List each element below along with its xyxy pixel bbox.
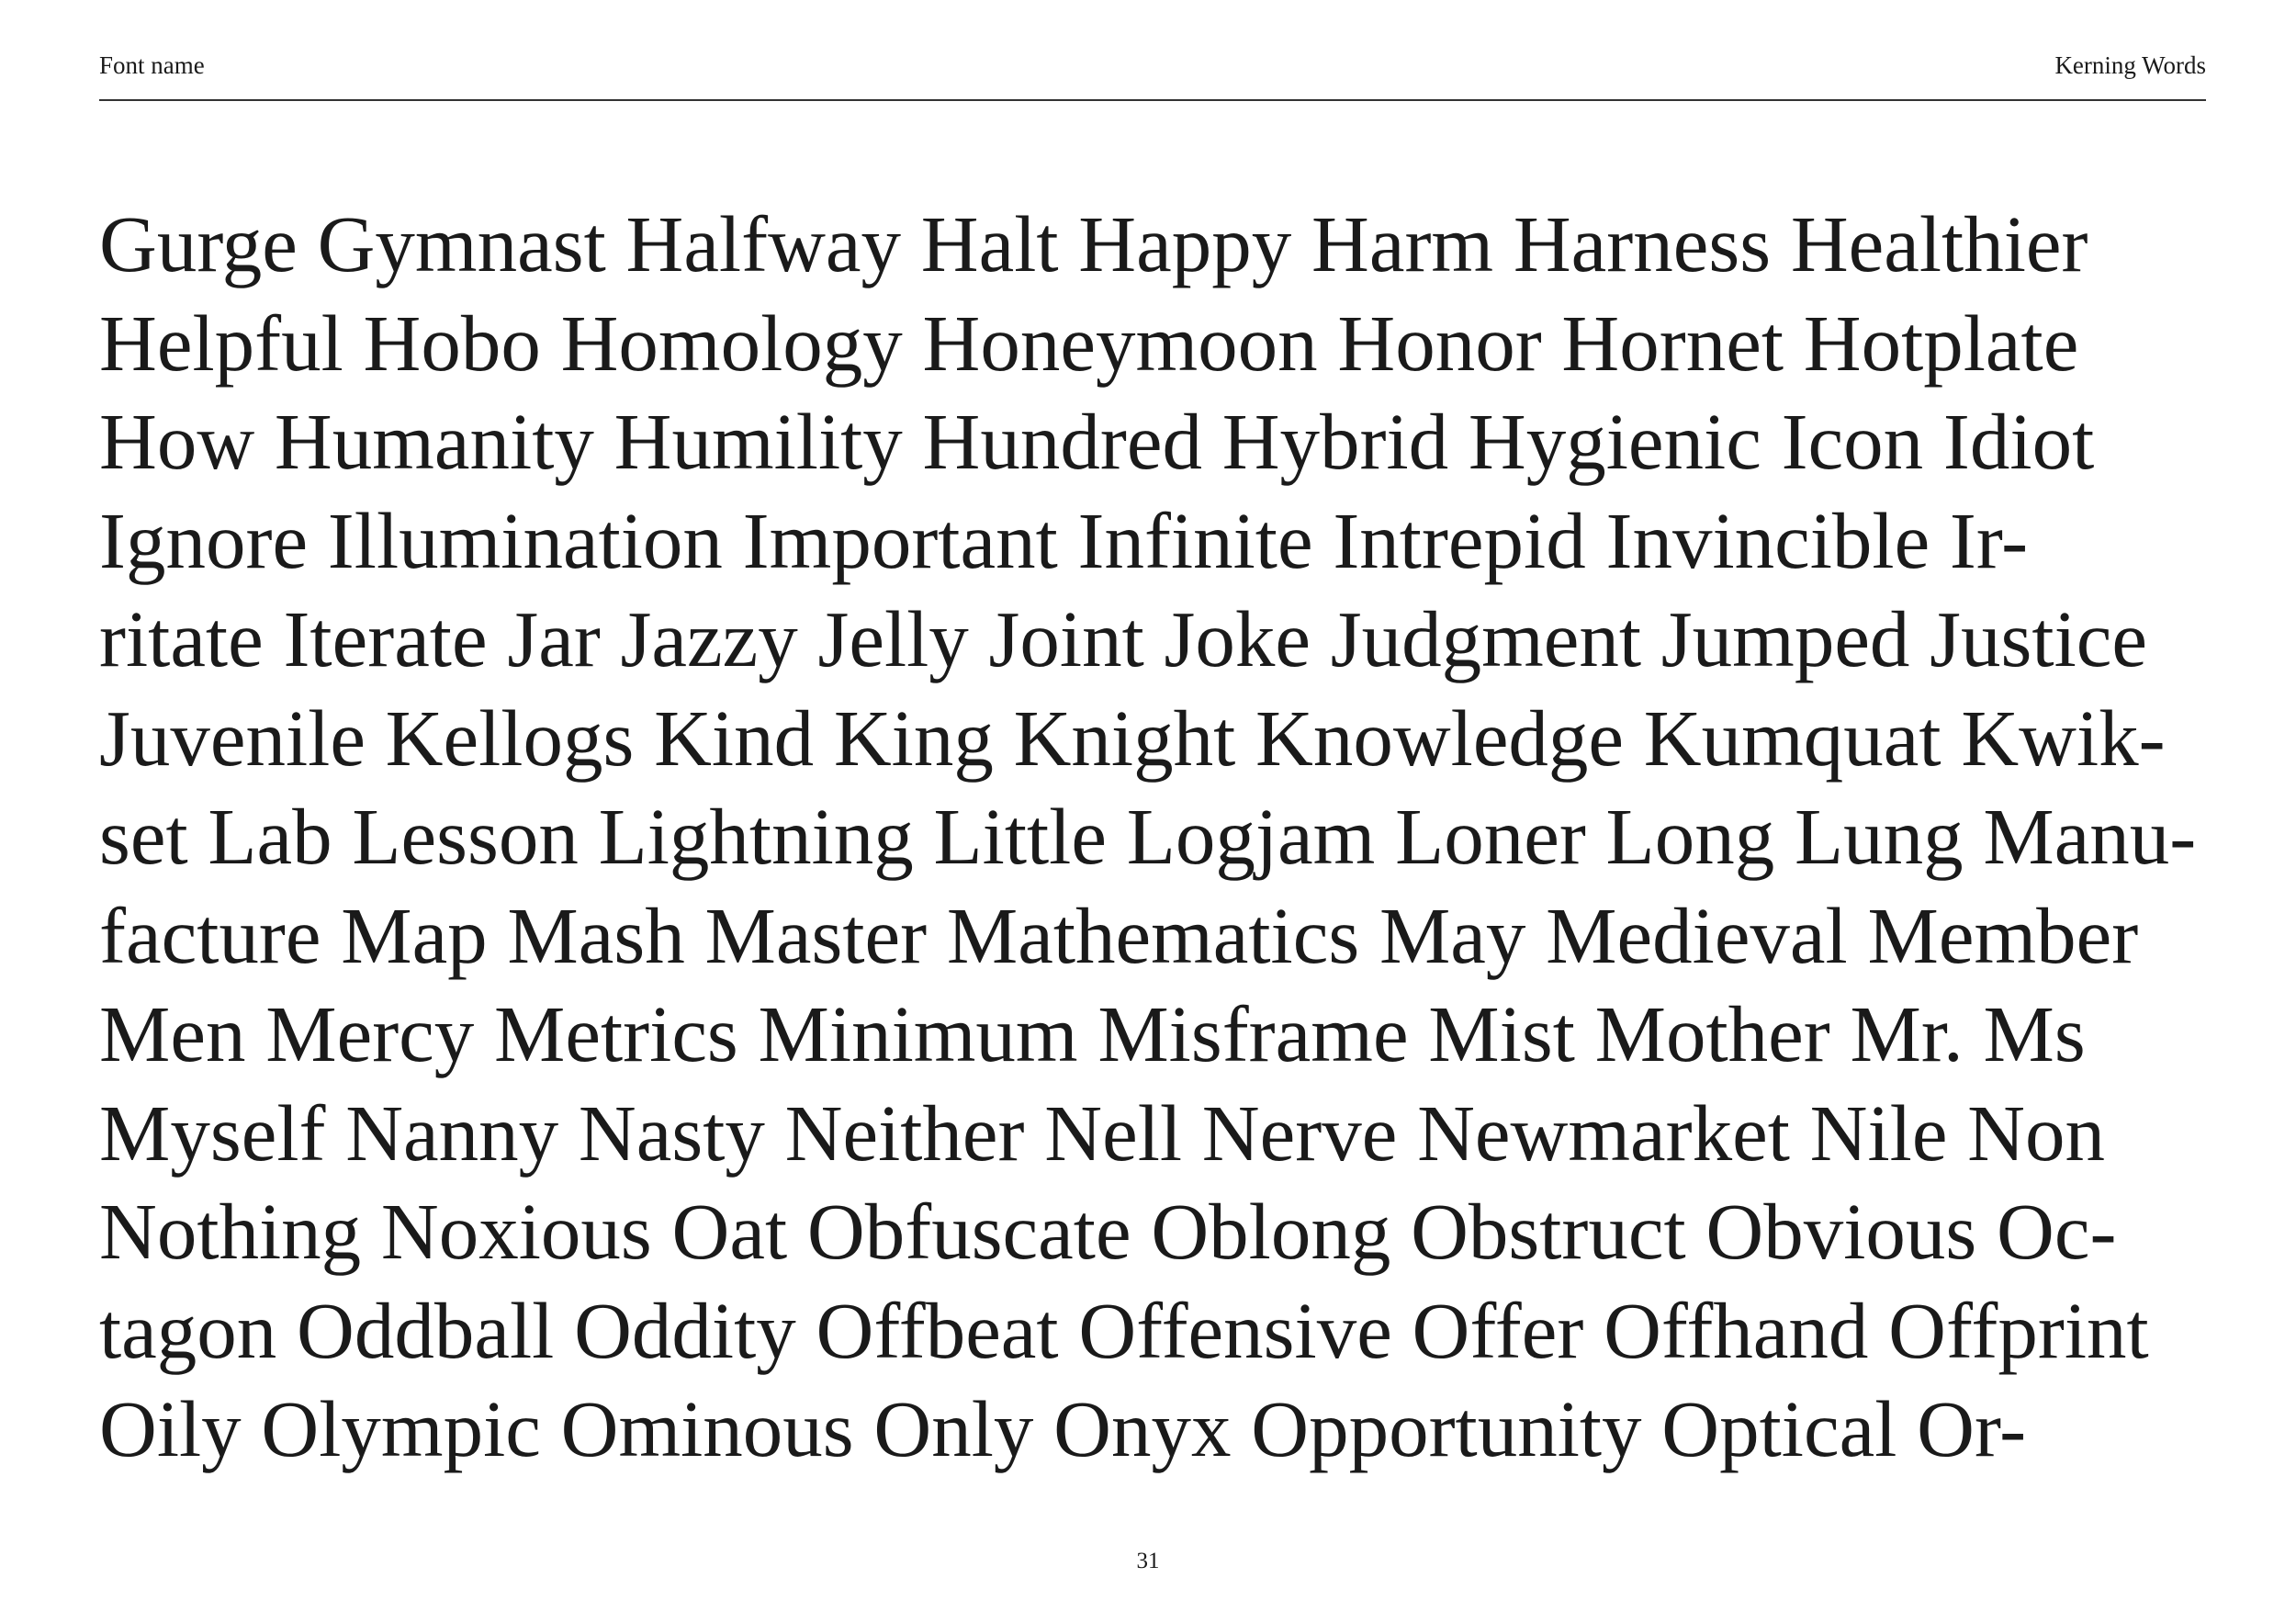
specimen-line: set Lab Lesson Lightning Little Logjam Loner Long Lung Manu- [99,792,2197,881]
specimen-line: Myself Nanny Nasty Neither Nell Nerve Newmarket Nile Non [99,1088,2106,1178]
specimen-line: How Humanity Humility Hundred Hybrid Hygienic Icon Idiot [99,397,2095,486]
page-number: 31 [1136,1549,1160,1573]
specimen-line: facture Map Mash Master Mathematics May Medieval Member [99,890,2139,980]
specimen-line: Juvenile Kellogs Kind King Knight Knowledge Kumquat Kwik- [99,693,2166,783]
specimen-line: Nothing Noxious Oat Obfuscate Oblong Obstruct Obvious Oc- [99,1187,2117,1276]
page-header [99,50,2206,101]
specimen-line: ritate Iterate Jar Jazzy Jelly Joint Joke Judgment Jumped Justice [99,594,2147,683]
specimen-line: Oily Olympic Ominous Only Onyx Opportunity Optical Or- [99,1384,2027,1473]
specimen-line: tagon Oddball Oddity Offbeat Offensive Offer Offhand Offprint [99,1285,2149,1375]
font-name-label: Font name [99,51,205,79]
specimen-line: Men Mercy Metrics Minimum Misframe Mist Mother Mr. Ms [99,989,2086,1078]
kerning-specimen-text [99,195,2212,1479]
section-title: Kerning Words [2054,51,2206,79]
specimen-line: Gurge Gymnast Halfway Halt Happy Harm Harness Healthier [99,199,2088,288]
specimen-line: Helpful Hobo Homology Honeymoon Honor Hornet Hotplate [99,298,2079,388]
specimen-line: Ignore Illumination Important Infinite Intrepid Invincible Ir- [99,495,2029,585]
